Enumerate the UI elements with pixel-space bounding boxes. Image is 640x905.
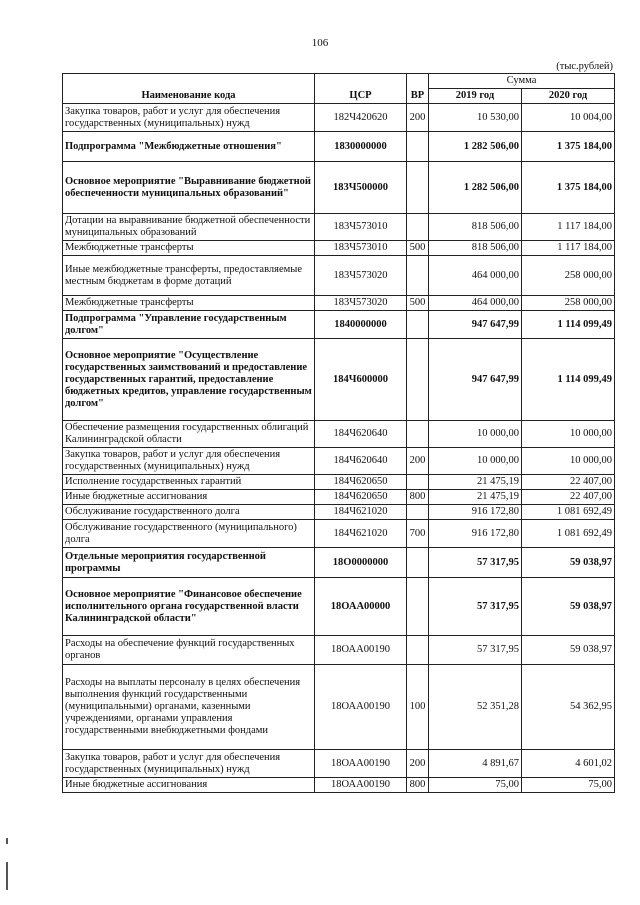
row-vr	[407, 475, 429, 490]
row-csr: 18ОАА00190	[315, 665, 407, 750]
row-amount-2019: 916 172,80	[429, 505, 522, 520]
table-row	[63, 750, 615, 778]
table-body	[63, 104, 615, 793]
row-csr: 184Ч621020	[315, 520, 407, 548]
table-row	[63, 475, 615, 490]
row-csr: 18ОАА00190	[315, 778, 407, 793]
row-vr	[407, 256, 429, 296]
row-name: Иные бюджетные ассигнования	[63, 490, 315, 505]
row-amount-2019: 52 351,28	[429, 665, 522, 750]
table-row	[63, 214, 615, 241]
row-amount-2020: 1 081 692,49	[522, 505, 615, 520]
row-amount-2019: 818 506,00	[429, 214, 522, 241]
table-header	[63, 74, 615, 104]
header-vr: ВР	[407, 74, 429, 104]
table-row	[63, 778, 615, 793]
row-amount-2020: 10 000,00	[522, 421, 615, 448]
header-name: Наименование кода	[63, 74, 315, 104]
row-amount-2019: 1 282 506,00	[429, 162, 522, 214]
row-csr: 184Ч600000	[315, 339, 407, 421]
row-vr	[407, 505, 429, 520]
table-row	[63, 548, 615, 578]
row-vr: 100	[407, 665, 429, 750]
row-amount-2020: 22 407,00	[522, 490, 615, 505]
row-amount-2019: 947 647,99	[429, 339, 522, 421]
row-name: Основное мероприятие "Выравнивание бюджетной обеспеченности муниципальных образований"	[63, 162, 315, 214]
row-amount-2020: 59 038,97	[522, 636, 615, 665]
row-csr: 1830000000	[315, 132, 407, 162]
row-vr	[407, 636, 429, 665]
row-csr: 184Ч620650	[315, 490, 407, 505]
table-row	[63, 311, 615, 339]
row-csr: 183Ч573010	[315, 241, 407, 256]
row-csr: 183Ч573020	[315, 296, 407, 311]
row-csr: 1840000000	[315, 311, 407, 339]
row-vr	[407, 421, 429, 448]
row-amount-2019: 57 317,95	[429, 636, 522, 665]
row-vr	[407, 548, 429, 578]
table-row	[63, 339, 615, 421]
units-label: (тыс.рублей)	[556, 61, 613, 72]
row-name: Расходы на выплаты персоналу в целях обеспечения выполнения функций государственными (муниципальными) органами, казенными учреждениями, органами управления государственными внебюджетными фондами	[63, 665, 315, 750]
scan-mark	[6, 862, 8, 890]
row-vr: 200	[407, 448, 429, 475]
table-row	[63, 636, 615, 665]
scan-mark	[6, 838, 8, 844]
table-row	[63, 104, 615, 132]
row-name: Расходы на обеспечение функций государственных органов	[63, 636, 315, 665]
table-row	[63, 665, 615, 750]
row-name: Межбюджетные трансферты	[63, 296, 315, 311]
row-amount-2019: 57 317,95	[429, 578, 522, 636]
row-vr: 200	[407, 750, 429, 778]
page-number: 106	[311, 37, 329, 49]
row-amount-2019: 916 172,80	[429, 520, 522, 548]
row-csr: 182Ч420620	[315, 104, 407, 132]
row-name: Дотации на выравнивание бюджетной обеспеченности муниципальных образований	[63, 214, 315, 241]
row-name: Исполнение государственных гарантий	[63, 475, 315, 490]
table-row	[63, 132, 615, 162]
row-name: Межбюджетные трансферты	[63, 241, 315, 256]
row-name: Основное мероприятие "Финансовое обеспечение исполнительного органа государственной власти Калининградской области"	[63, 578, 315, 636]
table-row	[63, 256, 615, 296]
row-name: Закупка товаров, работ и услуг для обеспечения государственных (муниципальных) нужд	[63, 104, 315, 132]
row-vr: 700	[407, 520, 429, 548]
row-amount-2020: 1 114 099,49	[522, 311, 615, 339]
row-amount-2020: 59 038,97	[522, 548, 615, 578]
row-vr	[407, 339, 429, 421]
row-amount-2020: 1 375 184,00	[522, 132, 615, 162]
row-csr: 18ОАА00190	[315, 636, 407, 665]
row-vr: 800	[407, 778, 429, 793]
table-row	[63, 448, 615, 475]
row-csr: 184Ч620650	[315, 475, 407, 490]
row-amount-2019: 818 506,00	[429, 241, 522, 256]
row-vr	[407, 311, 429, 339]
header-year-2020: 2020 год	[522, 89, 615, 104]
row-amount-2020: 59 038,97	[522, 578, 615, 636]
row-vr: 800	[407, 490, 429, 505]
header-year-2019: 2019 год	[429, 89, 522, 104]
row-amount-2020: 1 375 184,00	[522, 162, 615, 214]
row-amount-2020: 1 117 184,00	[522, 241, 615, 256]
row-amount-2019: 10 000,00	[429, 421, 522, 448]
table-row	[63, 162, 615, 214]
row-vr: 500	[407, 296, 429, 311]
row-name: Иные межбюджетные трансферты, предоставляемые местным бюджетам в форме дотаций	[63, 256, 315, 296]
table-row	[63, 505, 615, 520]
row-vr: 200	[407, 104, 429, 132]
row-vr: 500	[407, 241, 429, 256]
row-csr: 183Ч500000	[315, 162, 407, 214]
row-csr: 184Ч620640	[315, 448, 407, 475]
row-amount-2019: 10 000,00	[429, 448, 522, 475]
header-csr: ЦСР	[315, 74, 407, 104]
row-vr	[407, 578, 429, 636]
row-amount-2019: 57 317,95	[429, 548, 522, 578]
row-amount-2019: 21 475,19	[429, 490, 522, 505]
row-csr: 18ОАА00190	[315, 750, 407, 778]
row-csr: 18ОАА00000	[315, 578, 407, 636]
row-amount-2019: 75,00	[429, 778, 522, 793]
row-name: Обслуживание государственного долга	[63, 505, 315, 520]
row-vr	[407, 162, 429, 214]
table-row	[63, 241, 615, 256]
table-row	[63, 421, 615, 448]
row-name: Подпрограмма "Межбюджетные отношения"	[63, 132, 315, 162]
row-amount-2020: 54 362,95	[522, 665, 615, 750]
table-row	[63, 578, 615, 636]
row-amount-2020: 258 000,00	[522, 256, 615, 296]
row-amount-2020: 258 000,00	[522, 296, 615, 311]
row-amount-2019: 21 475,19	[429, 475, 522, 490]
row-name: Отдельные мероприятия государственной программы	[63, 548, 315, 578]
row-csr: 18О0000000	[315, 548, 407, 578]
table-row	[63, 490, 615, 505]
row-amount-2020: 75,00	[522, 778, 615, 793]
budget-table	[62, 73, 615, 793]
row-name: Основное мероприятие "Осуществление государственных заимствований и предоставление государственных гарантий, предоставление бюджетных кредитов, управление государственным долгом"	[63, 339, 315, 421]
row-amount-2020: 4 601,02	[522, 750, 615, 778]
table-row	[63, 520, 615, 548]
row-amount-2020: 10 000,00	[522, 448, 615, 475]
header-sum: Сумма	[429, 74, 615, 89]
row-name: Подпрограмма "Управление государственным долгом"	[63, 311, 315, 339]
row-csr: 183Ч573020	[315, 256, 407, 296]
row-csr: 183Ч573010	[315, 214, 407, 241]
row-name: Обеспечение размещения государственных облигаций Калининградской области	[63, 421, 315, 448]
row-amount-2019: 947 647,99	[429, 311, 522, 339]
row-name: Закупка товаров, работ и услуг для обеспечения государственных (муниципальных) нужд	[63, 448, 315, 475]
row-amount-2020: 1 117 184,00	[522, 214, 615, 241]
row-vr	[407, 132, 429, 162]
row-amount-2020: 1 114 099,49	[522, 339, 615, 421]
row-name: Обслуживание государственного (муниципального) долга	[63, 520, 315, 548]
row-vr	[407, 214, 429, 241]
row-amount-2019: 464 000,00	[429, 256, 522, 296]
row-amount-2020: 1 081 692,49	[522, 520, 615, 548]
row-amount-2019: 10 530,00	[429, 104, 522, 132]
row-amount-2019: 464 000,00	[429, 296, 522, 311]
row-csr: 184Ч621020	[315, 505, 407, 520]
row-name: Иные бюджетные ассигнования	[63, 778, 315, 793]
row-amount-2019: 4 891,67	[429, 750, 522, 778]
row-amount-2020: 22 407,00	[522, 475, 615, 490]
row-csr: 184Ч620640	[315, 421, 407, 448]
row-name: Закупка товаров, работ и услуг для обеспечения государственных (муниципальных) нужд	[63, 750, 315, 778]
row-amount-2020: 10 004,00	[522, 104, 615, 132]
table-row	[63, 296, 615, 311]
row-amount-2019: 1 282 506,00	[429, 132, 522, 162]
